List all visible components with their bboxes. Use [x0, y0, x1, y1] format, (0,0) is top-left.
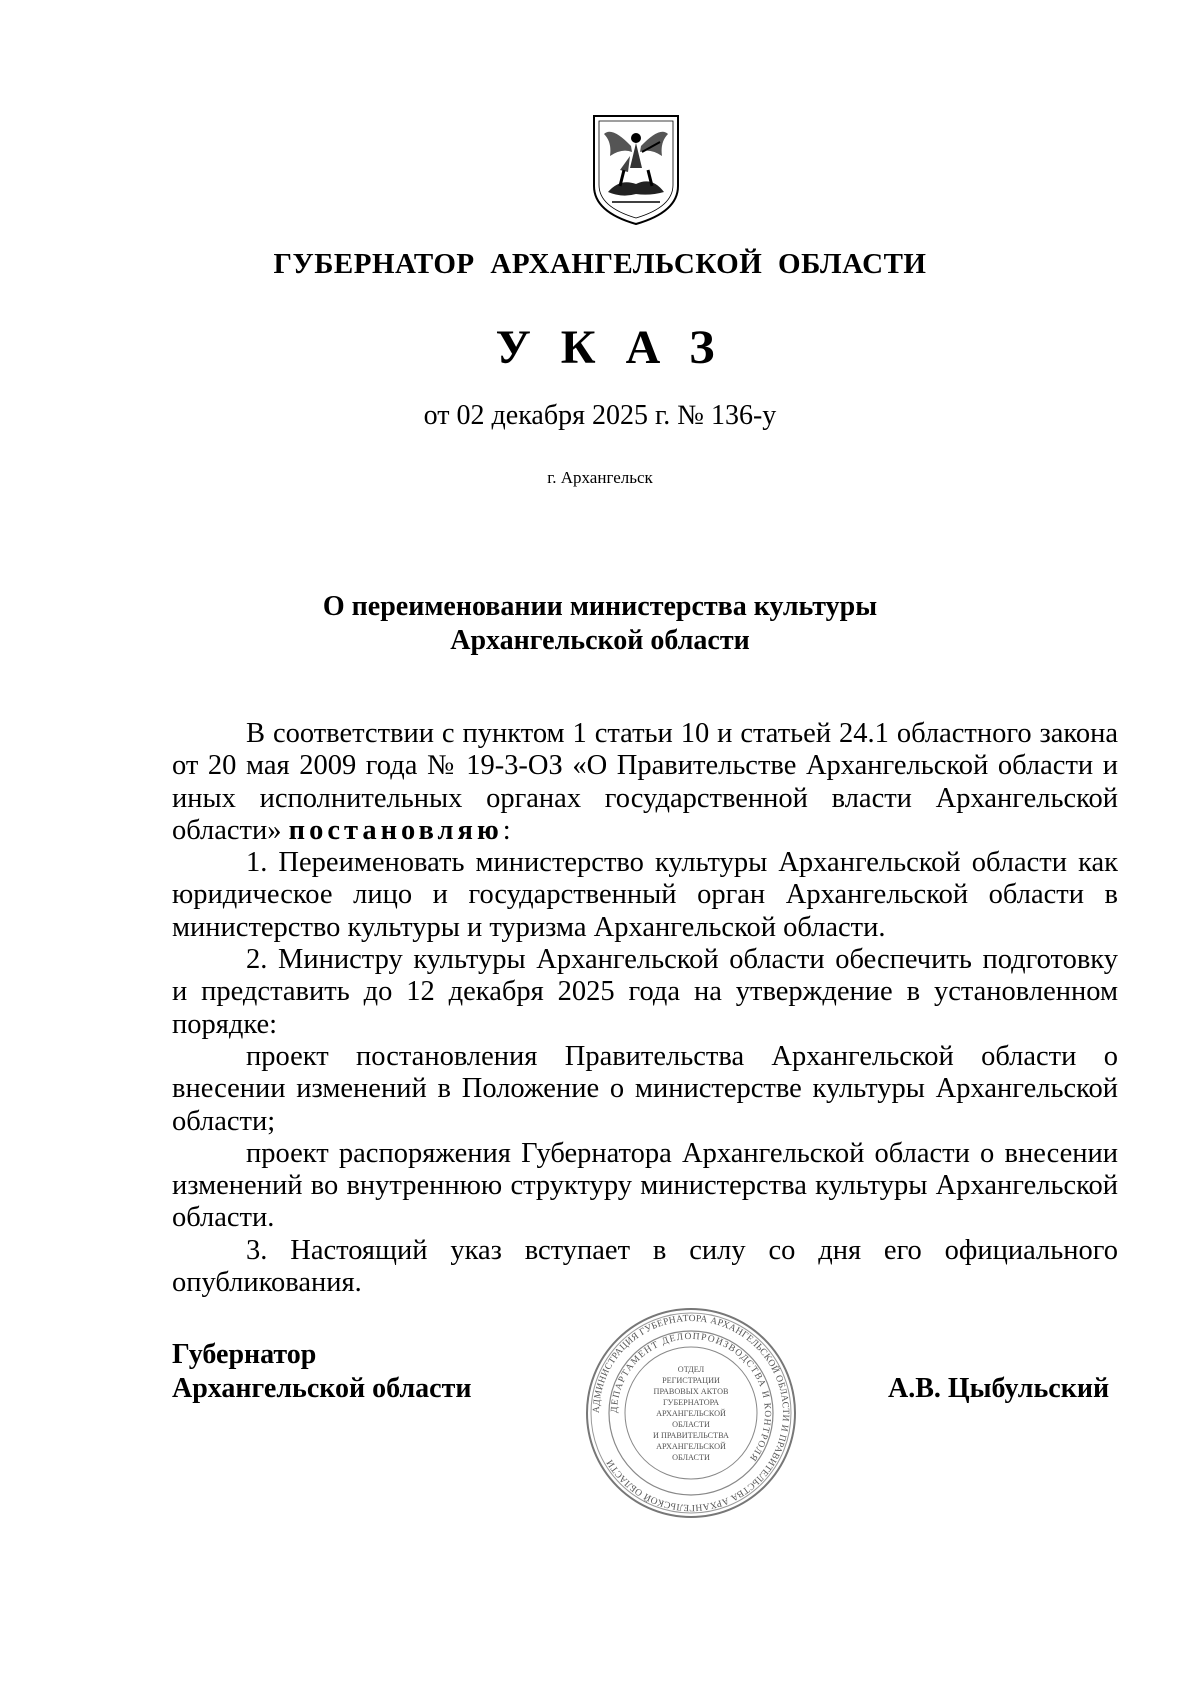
- preamble-paragraph: [172, 718, 1118, 847]
- subject-line-2: Архангельской области: [450, 625, 750, 656]
- document-subject: [200, 590, 1000, 658]
- item-2-subitem-2: проект распоряжения Губернатора Архангельской области о внесении изменений во внутреннюю структуру министерства культуры Архангельской области.: [172, 1137, 1118, 1234]
- seal-center-line: И ПРАВИТЕЛЬСТВА: [653, 1431, 729, 1440]
- official-stamp-icon: [583, 1305, 799, 1521]
- item-2-paragraph: 2. Министру культуры Архангельской области обеспечить подготовку и представить до 12 декабря 2025 года на утверждение в установленном порядке:: [172, 944, 1118, 1040]
- signatory-title-line-2: Архангельской области: [172, 1373, 472, 1404]
- seal-center-line: АРХАНГЕЛЬСКОЙ: [656, 1409, 726, 1418]
- seal-ring-text: ДЕПАРТАМЕНТ ДЕЛОПРОИЗВОДСТВА И КОНТРОЛЯ: [609, 1331, 773, 1464]
- document-body: [172, 718, 1118, 1299]
- coat-of-arms-icon: [590, 112, 682, 228]
- seal-center-line: ГУБЕРНАТОРА: [662, 1398, 720, 1407]
- seal-center-line: ОБЛАСТИ: [672, 1420, 710, 1429]
- seal-center-line: РЕГИСТРАЦИИ: [662, 1376, 720, 1385]
- seal-center-line: ОТДЕЛ: [677, 1365, 705, 1374]
- decree-word: постановляю: [288, 814, 503, 846]
- item-3-paragraph: 3. Настоящий указ вступает в силу со дня его официального опубликования.: [172, 1234, 1118, 1299]
- item-1-paragraph: 1. Переименовать министерство культуры Архангельской области как юридическое лицо и государственный орган Архангельской области в министерство культуры и туризма Архангельской области.: [172, 847, 1118, 943]
- issuing-authority: ГУБЕРНАТОР АРХАНГЕЛЬСКОЙ ОБЛАСТИ: [273, 248, 927, 280]
- preamble-text: В соответствии с пунктом 1 статьи 10 и статьей 24.1 областного закона от 20 мая 2009 года № 19-3-ОЗ «О Правительстве Архангельской области и иных исполнительных органах государственной власти Архангельской области»: [172, 718, 1118, 846]
- seal-center-line: ПРАВОВЫХ АКТОВ: [653, 1387, 729, 1396]
- subject-line-1: О переименовании министерства культуры: [322, 591, 878, 622]
- seal-outer-text: АДМИНИСТРАЦИЯ ГУБЕРНАТОРА АРХАНГЕЛЬСКОЙ ОБЛАСТИ И ПРАВИТЕЛЬСТВА АРХАНГЕЛЬСКОЙ ОБЛАСТИ: [591, 1313, 791, 1513]
- seal-center-line: ОБЛАСТИ: [672, 1453, 710, 1462]
- document-type-title: УКАЗ: [495, 321, 745, 374]
- document-date-number: от 02 декабря 2025 г. № 136-у: [423, 400, 777, 431]
- seal-center-line: АРХАНГЕЛЬСКОЙ: [656, 1442, 726, 1451]
- signatory-title-line-1: Губернатор: [172, 1339, 317, 1370]
- document-place: г. Архангельск: [547, 468, 653, 487]
- signatory-name: А.В. Цыбульский: [888, 1373, 1110, 1404]
- decree-colon: :: [502, 814, 511, 846]
- item-2-subitem-1: проект постановления Правительства Архангельской области о внесении изменений в Положение о министерстве культуры Архангельской области;: [172, 1040, 1118, 1137]
- signatory-title: [172, 1338, 472, 1406]
